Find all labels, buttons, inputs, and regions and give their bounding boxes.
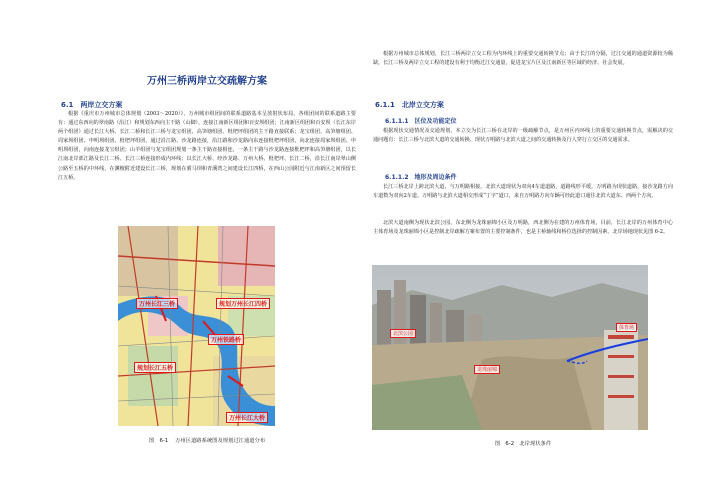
map-label-rail-bridge: 万州铁路桥	[208, 334, 244, 345]
photo-tag-stadium: 体育场	[616, 323, 637, 332]
map-graphic	[118, 226, 275, 426]
intro-paragraph: 根据万州城市总体规划，长江三桥两岸立交工程为内环线上的重要交通转换节点；由于长江的分隔，过江交通的通道资源较为稀缺，长江三桥及两岸立交工程的建设有利于均衡过江交通量，促进龙宝片区及江南新区等区域的经济、社会发展。	[373, 51, 673, 67]
section-6-1-1-2-paragraph-2: 北滨大道南侧为现状北滨公园，东北侧为龙珠丽锦小区及万明路，西北侧为在建的万州体育场，目前，长江北岸的万州体育中心主体育场及龙珠丽锦小区是控制北岸疏解方案布置的主要控制条件，也是主桥轴线和桥位选择的控制因素。北岸场地现状见图 6-2。	[373, 220, 673, 236]
page-title: 万州三桥两岸立交疏解方案	[147, 76, 267, 87]
section-6-1-1-1-paragraph: 根据现状交通情况及交通规划，本立交为长江三桥在北岸的一级疏解节点，是万州区内环线上的重要交通转换节点，需解决的交通问题有：长江三桥与北滨大道的交通转换、现状万明路与北滨大道之间的交通转换及行人穿行立交区的交通需求。	[373, 128, 673, 144]
north-bank-photo	[372, 265, 648, 430]
section-heading-6-1: 6.1 两岸立交方案	[61, 101, 123, 109]
section-6-1-paragraph: 根据《重庆市万州城市总体规划（2003～2020）》，万州城市组团间的联系道路基本呈放射状布局，各组团间的联系道路主要有：通过东西向的翠南路（沿江）和规划东西向主干路（山脚），连接江南新区组团和百安坝组团；江南新区组团和百安坝（长江东岸两个组团）通过长江大桥、长江二桥和长江三桥与龙宝组团、高笋塘组团、枇杷坪组团的主干路直接联系；龙宝组团、高笋塘组团、周家坝组团、申明坝组团、枇杷坪组团，通过沿江路、沙龙路连接，沿江路和沙龙路向东连接枇杷坪组团，向北连接周家坝组团、申明坝组团，向南连接龙宝组团；山羊组团与龙宝组团规划一条主干路直接相连，一条主干路与沙龙路连接枇杷坪和高笋塘组团，以长江南北岸部江路及长江二桥、长江三桥连接形成内环线；以长江大桥、经沙龙路、万州大桥、枇杷坪、长江二桥，沿长江南岸翠山侧公路至五桥的中环线，在渊檀附近建设长江三桥，规划在驸马坝和青溪湾之间建设长江四桥，在西山公园附近与江南新区之间预留长江五桥。	[58, 111, 356, 181]
section-heading-6-1-1-1: 6.1.1.1 区位及功能定位	[385, 118, 457, 125]
photo-tag-park: 北滨公园	[390, 329, 416, 338]
map-label-bridge-5: 规划长江五桥	[134, 362, 176, 373]
photo-tag-residential: 龙珠丽锦	[474, 365, 500, 374]
map-label-bridge-4: 规划万州长江四桥	[216, 298, 270, 309]
section-6-1-1-2-paragraph-1: 长江三桥北岸上跨北滨大道、与万明路相接。北滨大道现状为双向4车道道路，道路线形平缓，万明路为现状道路，接沙龙路方向车道数为双向2车道。万明路与北滨大道相交形成“丁字”道口，来自万明路方向车辆可经此道口通往北滨大道东、西两个方向。	[373, 184, 673, 200]
figure-6-2-caption: 图 6-2 北岸现状条件	[494, 441, 552, 447]
map-label-bridge-3: 万州长江三桥	[136, 298, 178, 309]
map-label-yangtze-bridge: 万州长江大桥	[226, 412, 268, 423]
figure-6-1-caption: 图 6-1 万州区道路系统图及规划过江通道分布	[148, 438, 266, 444]
section-heading-6-1-1: 6.1.1 北岸立交方案	[375, 101, 444, 109]
photo-graphic	[372, 265, 648, 430]
road-system-map	[118, 226, 275, 426]
section-heading-6-1-1-2: 6.1.1.2 地形及周边条件	[385, 174, 457, 181]
